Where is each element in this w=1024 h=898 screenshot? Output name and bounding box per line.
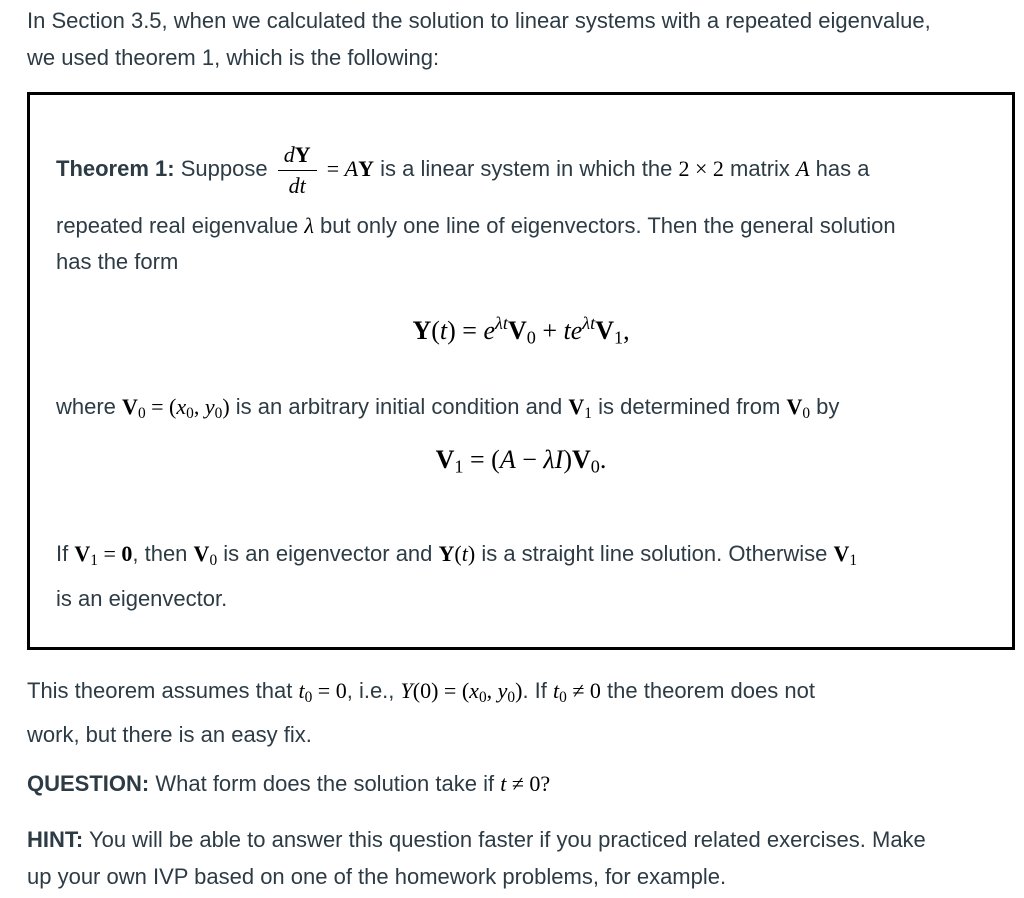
theorem-text-c: has a [815, 156, 870, 181]
v1-symbol: $V_1$ [568, 394, 592, 422]
line3: has the form [56, 249, 179, 274]
hint-line-2: up your own IVP based on one of the homework problems, for example. [27, 864, 727, 889]
if-d: is a straight line solution. Otherwise [481, 541, 828, 566]
t0-eq-zero: $t_0 = 0$ [298, 678, 347, 706]
v0-definition: $V_0 = (x_0$, $y_0$) [122, 394, 230, 422]
assumption-d: the theorem does not [607, 678, 815, 703]
theorem-line-2 [56, 208, 896, 280]
where-text: where [56, 394, 116, 419]
suppose-text: Suppose [180, 156, 268, 181]
where-d: by [816, 394, 840, 419]
theorem-line-1 [56, 135, 869, 203]
if-b: , then [132, 541, 188, 566]
question-text: What form does the solution take if [155, 771, 495, 796]
v1-equation: $V_1 = (A - \lambda I)V_0$. [435, 445, 607, 477]
fraction-numerator: dY [278, 142, 317, 171]
theorem-text-a: is a linear system in which the [380, 156, 673, 181]
intro-line-2: we used theorem 1, which is the following: [27, 45, 440, 70]
if-c: is an eigenvector and [223, 541, 433, 566]
question-paragraph [27, 765, 1017, 802]
intro-paragraph [27, 2, 1017, 76]
if-line [56, 535, 857, 618]
theorem-box [27, 92, 1015, 650]
line2-a: repeated real eigenvalue [56, 213, 299, 238]
assumption-a: This theorem assumes that [27, 678, 293, 703]
last-line: is an eigenvector. [56, 585, 228, 611]
t0-neq-zero: $t_0 \ne 0$ [553, 678, 601, 706]
v1-symbol-2: $V_1$ [833, 541, 858, 569]
y0-equation: $Y(0) = (x_0$, $y_0$) [400, 678, 523, 706]
if-a: If [56, 541, 69, 566]
intro-line-1: In Section 3.5, when we calculated the solution to linear systems with a repeated eigenvalue, [27, 8, 931, 33]
general-solution-equation: $Y(t) = e^{\lambda t}V_0 + te^{\lambda t}V_1$, [412, 313, 630, 348]
lambda-symbol: λ [304, 213, 314, 238]
where-line [56, 389, 839, 432]
fraction-denominator: dt [288, 172, 306, 198]
matrix-size: 2 × 2 [678, 156, 724, 181]
dy-dt-fraction [278, 142, 317, 199]
theorem-label: Theorem 1: [56, 156, 175, 181]
matrix-name: A [796, 156, 810, 181]
where-c: is determined from [598, 394, 781, 419]
line2-b: but only one line of eigenvectors. Then the general solution [319, 213, 896, 238]
theorem-text-b: matrix [730, 156, 790, 181]
yt-symbol: Y(t) [438, 541, 476, 566]
v0-symbol: $V_0$ [786, 394, 811, 422]
v1-zero-condition: $V_1 = 0$ [74, 541, 133, 569]
assumption-b: , i.e., [346, 678, 395, 703]
assumption-c: . If [522, 678, 547, 703]
question-condition: t ≠ 0? [500, 771, 551, 796]
where-b: is an arbitrary initial condition and [235, 394, 563, 419]
hint-paragraph [27, 821, 1017, 895]
v0-symbol-2: $V_0$ [193, 541, 218, 569]
eq-rhs: = AY [326, 156, 374, 181]
hint-line-1: You will be able to answer this question faster if you practiced related exercises. Make [88, 827, 926, 852]
assumption-paragraph [27, 672, 1017, 753]
assumption-line-2: work, but there is an easy fix. [27, 721, 312, 747]
hint-label: HINT: [27, 827, 84, 852]
question-label: QUESTION: [27, 771, 150, 796]
